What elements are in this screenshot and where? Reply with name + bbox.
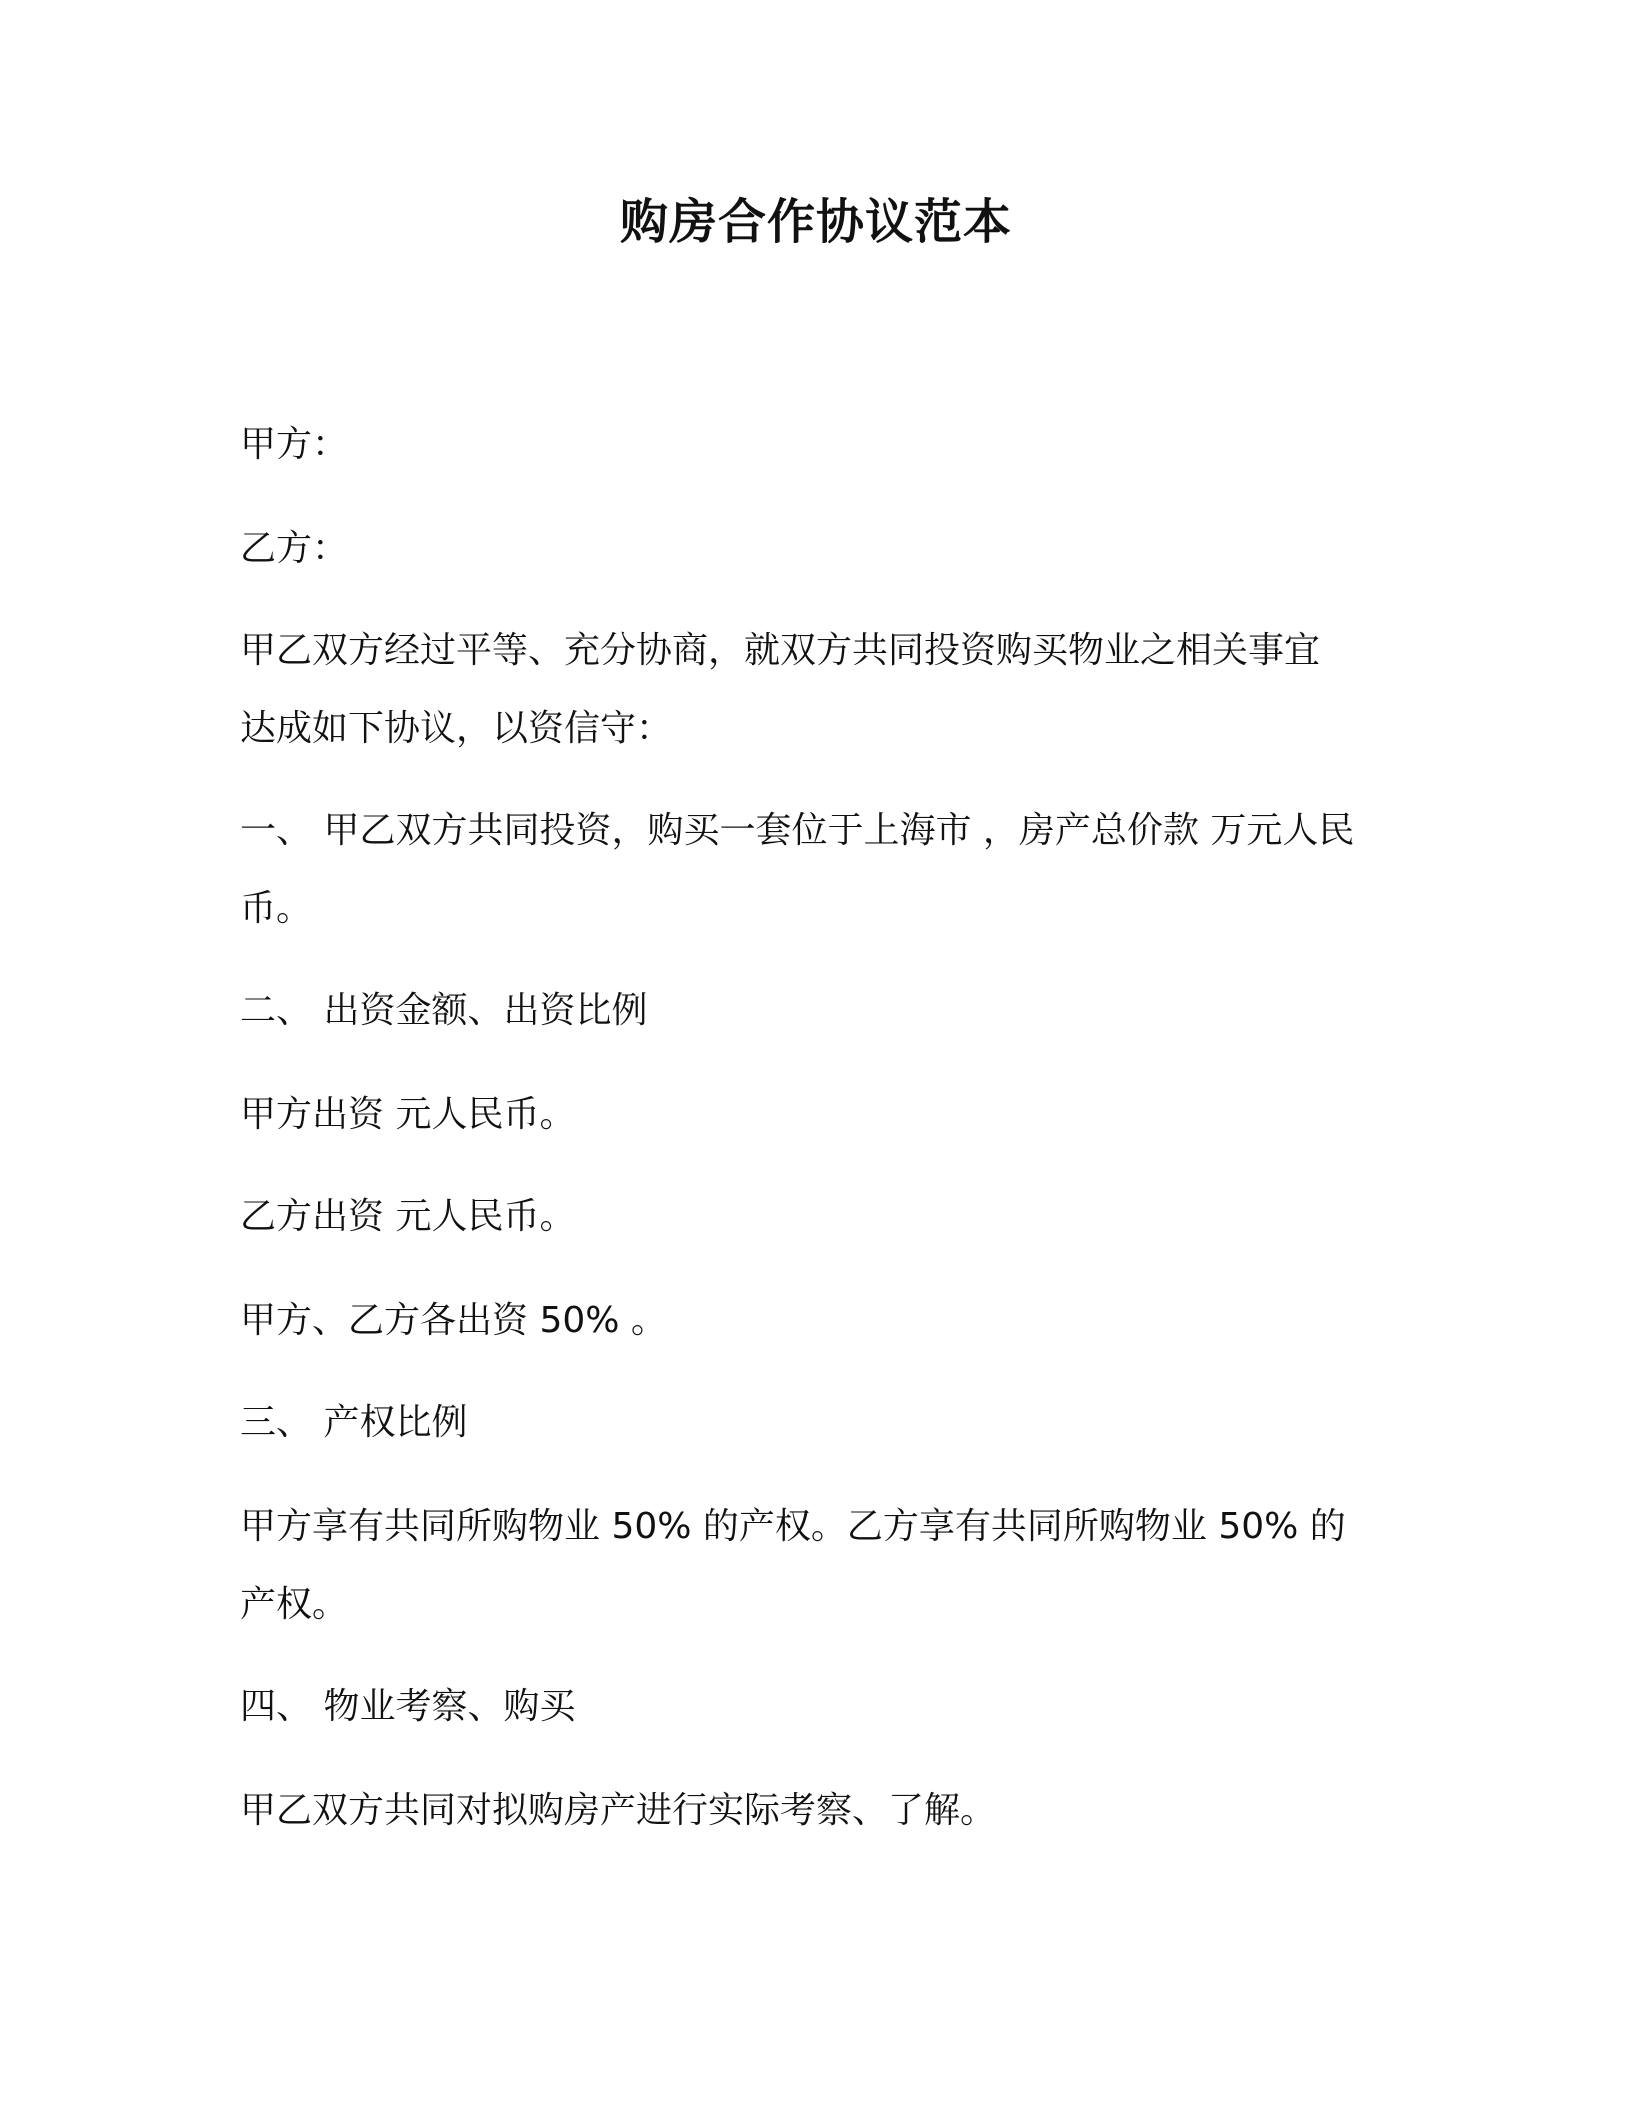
clause-3-heading: 三、 产权比例 <box>240 1402 468 1443</box>
clause-1-line-2: 币。 <box>240 888 313 929</box>
preamble-line-1: 甲乙双方经过平等、充分协商，就双方共同投资购买物业之相关事宜 <box>240 630 1321 671</box>
clause-3-line-2: 产权。 <box>240 1584 349 1625</box>
clause-2-heading: 二、 出资金额、出资比例 <box>240 990 648 1031</box>
contribution-ratio: 甲方、乙方各出资 50% 。 <box>240 1300 667 1341</box>
party-b-line: 乙方： <box>240 528 349 569</box>
party-a-contribution: 甲方出资 元人民币。 <box>240 1094 576 1135</box>
clause-4-line-1: 甲乙双方共同对拟购房产进行实际考察、了解。 <box>240 1790 997 1831</box>
clause-3-line-1: 甲方享有共同所购物业 50% 的产权。乙方享有共同所购物业 50% 的 <box>240 1506 1346 1547</box>
document-title: 购房合作协议范本 <box>619 194 1012 250</box>
preamble-line-2: 达成如下协议，以资信守： <box>240 708 673 749</box>
party-a-line: 甲方： <box>240 424 349 465</box>
clause-4-heading: 四、 物业考察、购买 <box>240 1686 576 1727</box>
clause-1-line-1: 一、 甲乙双方共同投资，购买一套位于上海市 ，房产总价款 万元人民 <box>240 810 1355 851</box>
party-b-contribution: 乙方出资 元人民币。 <box>240 1196 576 1237</box>
